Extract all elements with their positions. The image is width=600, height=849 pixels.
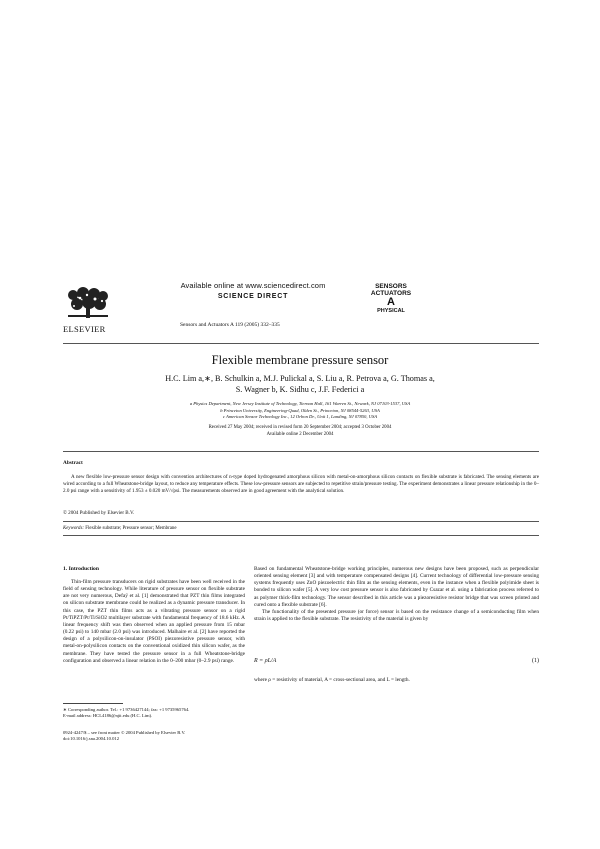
- publication-info: [63, 730, 185, 743]
- equation-explanation: where ρ = resistivity of material, A = cross-sectional area, and L = length.: [254, 677, 410, 683]
- header-divider: [63, 343, 539, 344]
- intro-right-column: [254, 566, 539, 623]
- affiliations: [100, 401, 500, 421]
- authors-line1: H.C. Lim a,∗, B. Schulkin a, M.J. Pulickal a, S. Liu a, R. Petrova a, G. Thomas a,: [165, 374, 435, 383]
- issn-line: 0924-4247/$ – see front matter © 2004 Published by Elsevier B.V.: [63, 730, 186, 735]
- abstract-heading: Abstract: [63, 460, 83, 466]
- available-online-text: Available online at www.sciencedirect.com: [180, 281, 326, 290]
- affiliation-a: a Physics Department, New Jersey Institute of Technology, Tiernan Hall, 161 Warren St., Newark, NJ 07103-1537, USA: [189, 401, 411, 406]
- keywords-divider: [63, 521, 539, 522]
- equation-text: R = ρL/A: [254, 658, 277, 664]
- intro-paragraph-1: Based on fundamental Wheatstone-bridge working principles, numerous new designs have been proposed, such as perpendicular oriented sensing element [3] and with temperature compensated designs [4]. Current technology of differential low-pressure sensing systems frequently uses ZnO piezoelectric thin film as the sensing elements, even in the instance when a flexible polyimide sheet is bonded to silicon wafer [5]. A very low cost pressure sensor is also fabricated by Csazar et al. using a fabrication process referred to as polymer thick-film technology. The sensor described in this article was a piezoresistive resistor bridge that was screen printed and cured onto a flexible substrate [6].: [254, 566, 539, 608]
- received-date: Received 27 May 2004; received in revised form 20 September 2004; accepted 3 October 2004: [208, 425, 392, 430]
- equation-number: (1): [532, 658, 539, 664]
- available-date: Available online 2 December 2004: [266, 431, 334, 437]
- corresponding-author: ∗ Corresponding author. Tel.: +1 9736427144; fax: +1 9735965764.: [63, 707, 190, 712]
- author-list: [120, 374, 480, 395]
- footnote: [63, 707, 189, 720]
- publisher-name: ELSEVIER: [63, 324, 106, 334]
- affiliation-b: b Princeton University, Engineering-Quad, Olden St., Princeton, NJ 08544-5263, USA: [220, 407, 380, 413]
- sciencedirect-text: SCIENCE DIRECT: [217, 293, 289, 300]
- article-dates: [100, 425, 500, 438]
- email-address[interactable]: E-mail address: HCL4186@njit.edu (H.C. Lim).: [63, 713, 153, 719]
- intro-left-column: Thin-film pressure transducers on rigid substrates have been well received in the field of sensing technology. While literature of pressure sensor on flexible substrate are not very numerous, Defaÿ et al. [1] demonstrated that PZT thin films integrated on silicon substrate membrane could be realized as a dynamic pressure transducer. In this case, the PZT thin films acts as a vibrating pressure sensor on a rigid Pt/TiPZT/Pt/Ti/SiO2 multilayer substrate with fundamental frequency of 18.6 kHz. A linear frequency shift was then observed when an applied pressure from 15 mbar (0.22 psi) to 140 mbar (2.0 psi) was introduced. Malhaire et al. [2] have reported the design of a polysilicon-on-insulator (PSOI) piezoresistive pressure sensor, with metal-on-polysilicon contacts on the conventional oxidized thin silicon wafer, as the membrane. They have tested the pressure sensor in a full Wheatstone-bridge configuration and observed a linear relation in the 0–200 mbar (0–2.9 psi) range.: [63, 579, 245, 664]
- journal-logo-line3: A: [387, 296, 395, 308]
- article-title: Flexible membrane pressure sensor: [211, 353, 389, 367]
- body-top-divider: [63, 535, 539, 536]
- journal-logo: [362, 283, 420, 315]
- abstract-copyright: © 2004 Published by Elsevier B.V.: [63, 510, 135, 516]
- journal-reference: Sensors and Actuators A 119 (2005) 332–335: [180, 322, 280, 328]
- sciencedirect-wordmark: [168, 293, 338, 300]
- keywords: [63, 526, 177, 531]
- authors-line2: S. Wagner b, K. Sidhu c, J.F. Federici a: [235, 384, 365, 394]
- doi-line[interactable]: doi:10.1016/j.sna.2004.10.012: [63, 736, 120, 742]
- journal-logo-line2: ACTUATORS: [370, 290, 412, 297]
- equation-1: [254, 658, 539, 664]
- sciencedirect-logo[interactable]: [168, 281, 338, 300]
- elsevier-tree-icon: [65, 287, 111, 319]
- keywords-label: Keywords:: [63, 526, 85, 531]
- keywords-list: Flexible substrate; Pressure sensor; Membrane: [84, 526, 177, 531]
- affiliation-c: c American Sensor Technology Inc., 12 Orbon Dr., Unit 1, Landing, NJ 07850, USA: [222, 414, 378, 419]
- journal-logo-line1: SENSORS: [375, 283, 407, 290]
- intro-paragraph-2: The functionality of the presented pressure (or force) sensor is based on the resistance change of a semiconducting film when strain is applied to the flexible substrate. The resistivity of the material is given by: [254, 608, 539, 623]
- section-heading: 1. Introduction: [63, 566, 99, 572]
- abstract-text: A new flexible low-pressure sensor design with convention architectures of n-type doped hydrogenated amorphous silicon with metal-on-amorphous silicon contacts on flexible substrate is fabricated. The sensing elements are wired according to a full Wheatstone-bridge layout, to reduce any temperature effects. These low-pressure sensors are subjected to repetitive strain/pressure testing. The experiment demonstrates a linear pressure relationship in the 0–2.0 psi range with a sensitivity of 1.953 ± 0.020 mV/√psi. The measurements observed are in good agreement with the analytical solution.: [63, 474, 539, 495]
- footnote-divider: [63, 703, 123, 704]
- elsevier-logo: [63, 287, 113, 334]
- journal-logo-line4: PHYSICAL: [377, 308, 405, 314]
- abstract-top-divider: [63, 451, 539, 452]
